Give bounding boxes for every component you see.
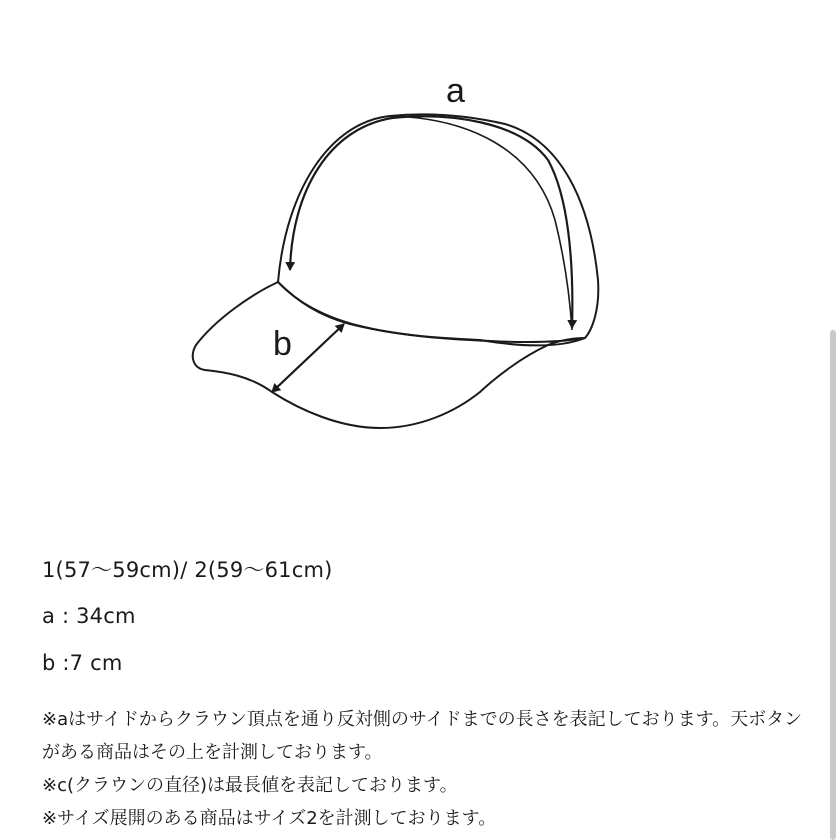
note-size-variation: ※サイズ展開のある商品はサイズ2を計測しております。 xyxy=(42,808,497,829)
note-crown-diameter: ※c(クラウンの直径)は最長値を表記しております。 xyxy=(42,775,458,796)
label-a: a xyxy=(446,72,465,110)
label-b: b xyxy=(273,325,292,363)
size-range-text: 1(57〜59cm)/ 2(59〜61cm) xyxy=(42,558,333,582)
cap-seam xyxy=(390,116,572,330)
notes-block xyxy=(42,703,812,835)
cap-brim-outline xyxy=(193,282,585,428)
page-scrollbar[interactable] xyxy=(824,0,840,840)
measure-b-text: b :7 cm xyxy=(42,651,123,675)
measure-a-text: a : 34cm xyxy=(42,604,136,628)
note-measurement-a: ※aはサイドからクラウン頂点を通り反対側のサイドまでの長さを表記しております。天ボタンがある商品はその上を計測しております。 xyxy=(42,709,803,763)
cap-crown-outline xyxy=(278,114,598,345)
scrollbar-thumb[interactable] xyxy=(830,330,836,840)
measure-a-arrow xyxy=(290,116,572,328)
